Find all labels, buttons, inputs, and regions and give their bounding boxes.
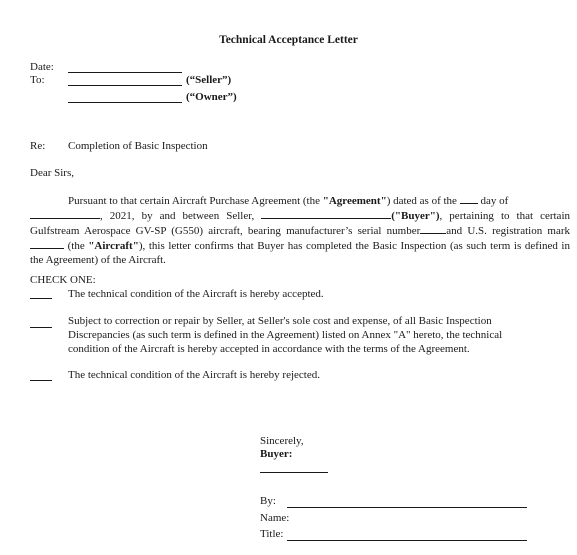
option-3-text: The technical condition of the Aircraft is hereby rejected.: [68, 369, 320, 381]
title-label: Title:: [260, 528, 284, 540]
by-line[interactable]: [287, 506, 527, 508]
owner-tag: (“Owner”): [186, 91, 237, 103]
owner-blank[interactable]: [68, 92, 182, 103]
re-label: Re:: [30, 140, 46, 152]
serial-number-blank[interactable]: [420, 223, 446, 234]
signature-party: Buyer:: [260, 448, 293, 460]
by-label: By:: [260, 495, 276, 507]
day-blank[interactable]: [460, 193, 478, 204]
option-2-text: Subject to correction or repair by Seller, at Seller's sole cost and expense, of all Basic Inspection Discrepancies (as such term is defined in the Agreement) listed on Annex "A" hereto, the technical condition of the Aircraft is hereby accepted in accordance with the terms of the Agreement.: [68, 315, 503, 355]
buyer-name-blank[interactable]: [261, 208, 391, 219]
document-title: Technical Acceptance Letter: [219, 34, 358, 46]
name-label: Name:: [260, 512, 290, 524]
date-blank[interactable]: [68, 62, 182, 73]
date-label: Date:: [30, 61, 54, 73]
option-1-text: The technical condition of the Aircraft is hereby accepted.: [68, 288, 324, 300]
title-line[interactable]: [287, 539, 527, 541]
month-blank[interactable]: [30, 208, 100, 219]
registration-blank[interactable]: [30, 238, 64, 249]
seller-blank[interactable]: [68, 75, 182, 86]
option-3-blank[interactable]: [30, 370, 52, 385]
option-2-blank[interactable]: [30, 317, 52, 332]
to-label: To:: [30, 74, 45, 86]
check-one-heading: CHECK ONE:: [30, 274, 96, 286]
seller-tag: (“Seller”): [186, 74, 232, 86]
re-text: Completion of Basic Inspection: [68, 140, 208, 152]
option-1-blank[interactable]: [30, 288, 52, 303]
body-paragraph: Pursuant to that certain Aircraft Purchase Agreement (the "Agreement") dated as of the day of , 2021, by and between Seller, ("Buyer"), pertaining to that certain Gulfstream Aerospace GV-SP (G550) aircraft, bearing manufacturer’s serial number and U.S. registration mark (the "Aircraft"), this letter confirms that Buyer has completed the Basic Inspection (as such term is defined in the Agreement) of the Aircraft.: [30, 195, 570, 266]
salutation: Dear Sirs,: [30, 167, 74, 179]
closing: Sincerely,: [260, 435, 304, 447]
buyer-signature-line[interactable]: [260, 471, 328, 473]
